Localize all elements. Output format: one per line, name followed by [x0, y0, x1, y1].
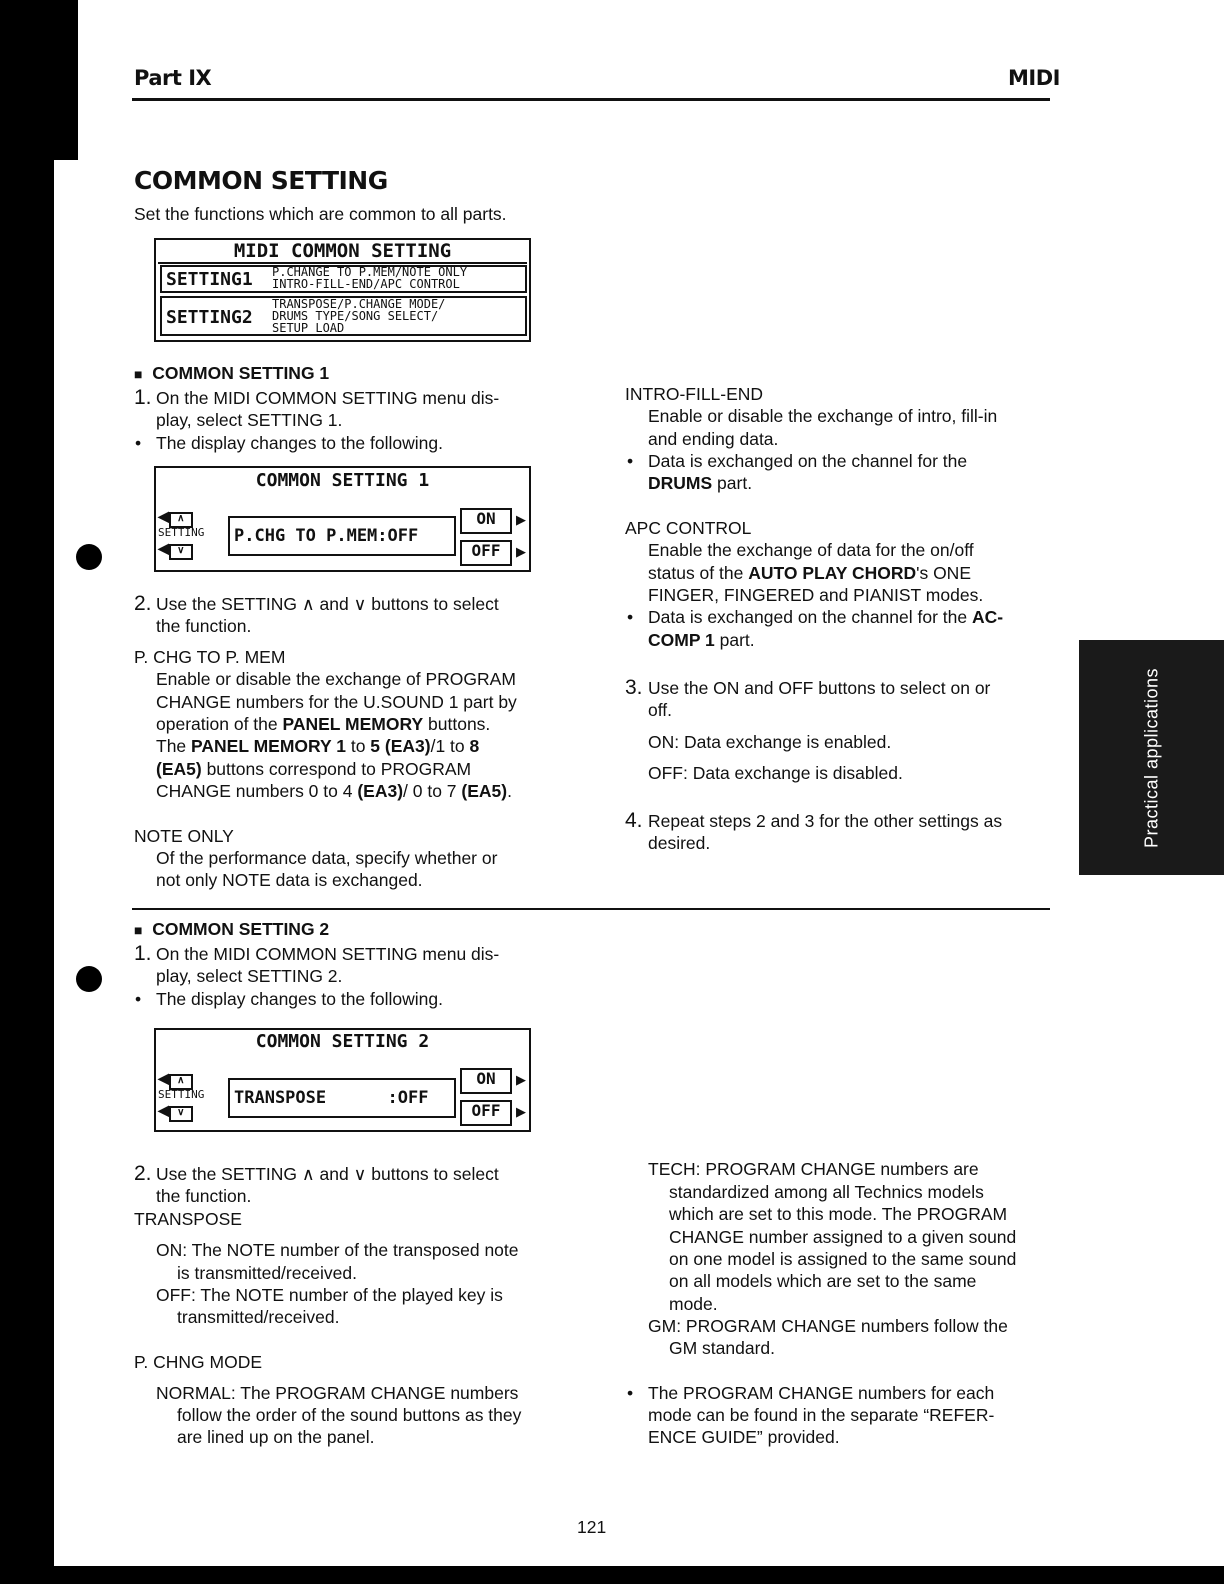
setting1-line2: INTRO-FILL-END/APC CONTROL [272, 277, 460, 291]
common-setting-1-display [154, 466, 531, 572]
cs2-step1-line1: On the MIDI COMMON SETTING menu dis- [156, 944, 500, 964]
cs2-off-button[interactable]: OFF [460, 1100, 512, 1126]
header-section: MIDI [1008, 66, 1060, 90]
cs1-off-button[interactable]: OFF [460, 540, 512, 566]
cs2-bullet-display-changes: • The display changes to the following. [156, 988, 443, 1011]
term-p-chg-to-p-mem: P. CHG TO P. MEM [134, 647, 286, 667]
cs2-value-field: TRANSPOSE :OFF [228, 1078, 456, 1118]
setting1-row[interactable] [160, 265, 527, 293]
tech-line6: on all models which are set to the same [669, 1271, 977, 1291]
ife-bullet-line2: DRUMS part. [648, 473, 753, 493]
setting2-line3: SETUP LOAD [272, 321, 345, 335]
cs1-step1-number: 1. [134, 386, 152, 409]
pchg-desc-line2: CHANGE numbers for the U.SOUND 1 part by [156, 692, 517, 712]
binder-hole-2 [76, 966, 102, 992]
on-description: ON: Data exchange is enabled. [648, 732, 892, 752]
transpose-on-line2: is transmitted/received. [177, 1263, 357, 1283]
cs2-on-button[interactable]: ON [460, 1068, 512, 1094]
tech-line5: on one model is assigned to the same sound [669, 1249, 1017, 1269]
page-title: COMMON SETTING [134, 166, 388, 195]
term-p-chng-mode: P. CHNG MODE [134, 1352, 263, 1372]
cs2-setting-up-icon[interactable]: ◀ ∧ [158, 1070, 193, 1090]
pchg-desc-line1: Enable or disable the exchange of PROGRAM [156, 669, 516, 689]
scan-border-bottom [0, 1566, 1224, 1584]
normal-line1: NORMAL: The PROGRAM CHANGE numbers [156, 1383, 519, 1403]
cs1-step4-number: 4. [625, 809, 643, 832]
cs1-bullet-display-changes: • The display changes to the following. [156, 432, 443, 455]
scan-border-notch [54, 0, 78, 160]
term-transpose: TRANSPOSE [134, 1209, 242, 1229]
normal-line2: follow the order of the sound buttons as they [177, 1405, 522, 1425]
setting1-button-label: SETTING1 [166, 269, 253, 290]
note-desc-line1: Of the performance data, specify whether or [156, 848, 498, 868]
header-part: Part IX [134, 66, 212, 90]
cs2-heading: ■ COMMON SETTING 2 [134, 919, 330, 939]
pchg-desc-line5: (EA5) buttons correspond to PROGRAM [156, 759, 472, 779]
cs2-step1-number: 1. [134, 942, 152, 965]
tech-line2: standardized among all Technics models [669, 1182, 984, 1202]
setting2-line1: TRANSPOSE/P.CHANGE MODE/ [272, 297, 446, 311]
side-tab-label: Practical applications [1141, 667, 1161, 848]
cs1-step1-line2: play, select SETTING 1. [156, 410, 343, 430]
cs1-on-arrow-icon: ▶ [516, 512, 526, 527]
term-intro-fill-end: INTRO-FILL-END [625, 384, 764, 404]
reference-bullet-line3: ENCE GUIDE” provided. [648, 1427, 840, 1447]
pchg-desc-line6: CHANGE numbers 0 to 4 (EA3)/ 0 to 7 (EA5). [156, 781, 512, 801]
setting2-button-label: SETTING2 [166, 307, 253, 328]
apc-bullet-line1: • Data is exchanged on the channel for the AC- [648, 606, 1003, 629]
ife-desc-line2: and ending data. [648, 429, 779, 449]
cs1-step2-number: 2. [134, 592, 152, 615]
pchg-desc-line3: operation of the PANEL MEMORY buttons. [156, 714, 491, 734]
cs1-step3-number: 3. [625, 676, 643, 699]
ife-desc-line1: Enable or disable the exchange of intro, fill-in [648, 406, 998, 426]
display-title: MIDI COMMON SETTING [233, 240, 452, 262]
cs1-step2-line1: Use the SETTING ∧ and ∨ buttons to select [156, 594, 499, 614]
transpose-on-line1: ON: The NOTE number of the transposed note [156, 1240, 519, 1260]
ife-bullet-line1: • Data is exchanged on the channel for the [648, 450, 967, 473]
reference-bullet-line1: • The PROGRAM CHANGE numbers for each [648, 1382, 994, 1405]
cs1-step3-line1: Use the ON and OFF buttons to select on or [648, 678, 991, 698]
term-apc-control: APC CONTROL [625, 518, 752, 538]
transpose-off-line2: transmitted/received. [177, 1307, 340, 1327]
tech-line4: CHANGE number assigned to a given sound [669, 1227, 1017, 1247]
cs1-value-field: P.CHG TO P.MEM:OFF [228, 516, 456, 556]
transpose-off-line1: OFF: The NOTE number of the played key is [156, 1285, 503, 1305]
cs1-step2-line2: the function. [156, 616, 252, 636]
cs1-step4-line2: desired. [648, 833, 711, 853]
header-rule [132, 98, 1050, 101]
cs1-step3-line2: off. [648, 700, 673, 720]
tech-line3: which are set to this mode. The PROGRAM [669, 1204, 1008, 1224]
page-number: 121 [577, 1517, 607, 1537]
cs1-off-arrow-icon: ▶ [516, 544, 526, 559]
cs2-setting-label: SETTING [158, 1088, 205, 1101]
side-tab[interactable] [1079, 640, 1224, 875]
cs2-setting-down-icon[interactable]: ◀ ∨ [158, 1102, 193, 1122]
cs1-heading: ■ COMMON SETTING 1 [134, 363, 330, 383]
gm-line1: GM: PROGRAM CHANGE numbers follow the [648, 1316, 1008, 1336]
normal-line3: are lined up on the panel. [177, 1427, 375, 1447]
cs2-step1-line2: play, select SETTING 2. [156, 966, 343, 986]
setting1-line1: P.CHANGE TO P.MEM/NOTE ONLY [272, 265, 468, 279]
midi-common-setting-display [154, 238, 531, 342]
apc-desc-line2: status of the AUTO PLAY CHORD's ONE [648, 563, 971, 583]
cs1-display-title: COMMON SETTING 1 [255, 470, 430, 491]
cs2-on-arrow-icon: ▶ [516, 1072, 526, 1087]
pchg-desc-line4: The PANEL MEMORY 1 to 5 (EA3)/1 to 8 [156, 736, 480, 756]
tech-line7: mode. [669, 1294, 718, 1314]
off-description: OFF: Data exchange is disabled. [648, 763, 903, 783]
cs1-step4-line1: Repeat steps 2 and 3 for the other settings as [648, 811, 1003, 831]
note-desc-line2: not only NOTE data is exchanged. [156, 870, 423, 890]
section-divider [132, 908, 1050, 910]
term-note-only: NOTE ONLY [134, 826, 234, 846]
setting2-row[interactable] [160, 296, 527, 336]
reference-bullet-line2: mode can be found in the separate “REFER- [648, 1405, 995, 1425]
cs1-setting-down-icon[interactable]: ◀ ∨ [158, 540, 193, 560]
tech-line1: TECH: PROGRAM CHANGE numbers are [648, 1159, 979, 1179]
cs2-display-title: COMMON SETTING 2 [255, 1031, 430, 1052]
apc-desc-line1: Enable the exchange of data for the on/off [648, 540, 974, 560]
apc-bullet-line2: COMP 1 part. [648, 630, 755, 650]
cs1-step1-line1: On the MIDI COMMON SETTING menu dis- [156, 388, 500, 408]
cs2-step2-number: 2. [134, 1162, 152, 1185]
intro-text: Set the functions which are common to all parts. [134, 204, 507, 224]
scan-border-left [0, 0, 54, 1584]
cs1-on-button[interactable]: ON [460, 508, 512, 534]
cs2-step2-line1: Use the SETTING ∧ and ∨ buttons to select [156, 1164, 499, 1184]
cs1-setting-up-icon[interactable]: ◀ ∧ [158, 508, 193, 528]
cs2-off-arrow-icon: ▶ [516, 1104, 526, 1119]
binder-hole-1 [76, 544, 102, 570]
apc-desc-line3: FINGER, FINGERED and PIANIST modes. [648, 585, 984, 605]
setting2-line2: DRUMS TYPE/SONG SELECT/ [272, 309, 439, 323]
gm-line2: GM standard. [669, 1338, 776, 1358]
cs1-setting-label: SETTING [158, 526, 205, 539]
common-setting-2-display [154, 1028, 531, 1132]
cs2-step2-line2: the function. [156, 1186, 252, 1206]
